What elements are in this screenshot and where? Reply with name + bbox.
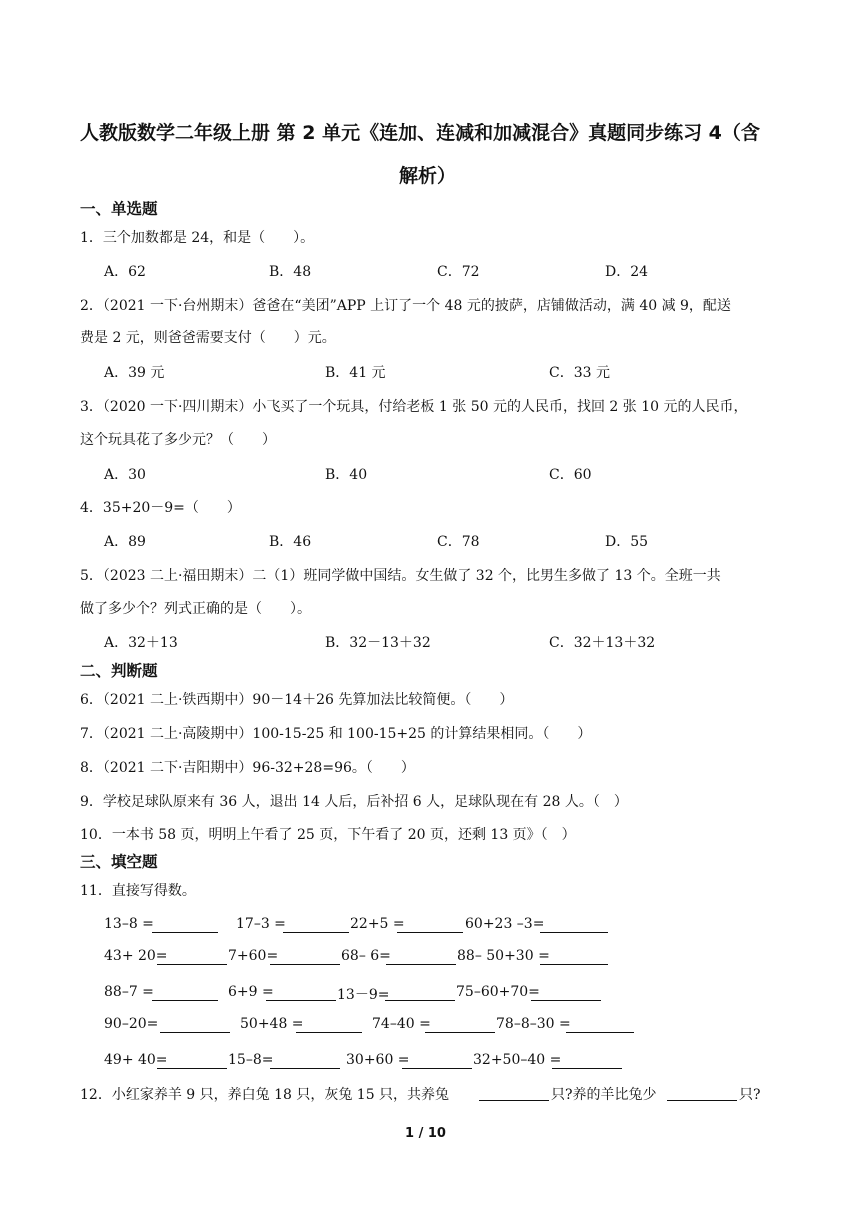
q11-expr: 7+60=	[228, 948, 279, 964]
q4-option-a: A．89	[104, 534, 146, 550]
question-4: 4．35+20－9=（ ）	[80, 500, 241, 516]
q11-expr: 49+ 40=	[104, 1052, 168, 1068]
q11-expr: 30+60 =	[346, 1052, 410, 1068]
q11-expr: 13–8 =	[104, 916, 154, 932]
answer-blank[interactable]	[157, 1068, 227, 1069]
answer-blank[interactable]	[160, 1032, 230, 1033]
q3-option-c: C．60	[549, 467, 592, 483]
q11-expr: 74–40 =	[372, 1016, 431, 1032]
q11-expr: 78–8–30 =	[496, 1016, 571, 1032]
answer-blank[interactable]	[425, 1032, 495, 1033]
answer-blank[interactable]	[397, 932, 463, 933]
q4-option-d: D．55	[605, 534, 649, 550]
answer-blank[interactable]	[540, 932, 608, 933]
q11-expr: 6+9 =	[228, 984, 274, 1000]
answer-blank[interactable]	[270, 964, 340, 965]
answer-blank[interactable]	[157, 964, 227, 965]
q3-option-b: B．40	[325, 467, 368, 483]
q11-expr: 90–20=	[104, 1016, 159, 1032]
question-2-line1: 2．（2021 一下·台州期末）爸爸在“美团”APP 上订了一个 48 元的披萨，店铺做活动，满 40 减 9，配送	[80, 298, 731, 314]
question-3-line1: 3．（2020 一下·四川期末）小飞买了一个玩具，付给老板 1 张 50 元的人民币，找回 2 张 10 元的人民币，	[80, 399, 748, 415]
q11-expr: 17–3 =	[236, 916, 286, 932]
q3-option-a: A．30	[104, 467, 146, 483]
question-10: 10．一本书 58 页，明明上午看了 25 页，下午看了 20 页，还剩 13 页》（ ）	[80, 827, 576, 843]
doc-title-line2: 解析）	[399, 165, 457, 187]
answer-blank[interactable]	[479, 1100, 549, 1101]
q1-option-c: C．72	[437, 264, 480, 280]
q5-option-b: B．32－13＋32	[325, 635, 431, 651]
section-heading-single-choice: 一、单选题	[80, 200, 158, 218]
q11-expr: 15–8=	[228, 1052, 274, 1068]
q1-option-d: D．24	[605, 264, 649, 280]
question-12-part-b: 只?养的羊比兔少	[551, 1087, 657, 1103]
q11-expr: 50+48 =	[240, 1016, 304, 1032]
answer-blank[interactable]	[270, 1068, 340, 1069]
q11-expr: 22+5 =	[350, 916, 405, 932]
answer-blank[interactable]	[283, 932, 349, 933]
question-5-line1: 5．（2023 二上·福田期末）二（1）班同学做中国结。女生做了 32 个，比男生多做了 13 个。全班一共	[80, 568, 721, 584]
question-8: 8．（2021 二下·吉阳期中）96-32+28=96。（ ）	[80, 760, 415, 776]
q2-option-a: A．39 元	[104, 365, 165, 381]
question-12-part-a: 12．小红家养羊 9 只，养白兔 18 只，灰兔 15 只，共养兔	[80, 1087, 450, 1103]
q11-expr: 68– 6=	[341, 948, 391, 964]
q11-expr: 43+ 20=	[104, 948, 168, 964]
q4-option-c: C．78	[437, 534, 480, 550]
question-5-line2: 做了多少个？列式正确的是（ ）。	[80, 601, 311, 617]
answer-blank[interactable]	[296, 1032, 362, 1033]
question-2-line2: 费是 2 元，则爸爸需要支付（ ）元。	[80, 330, 336, 346]
q2-option-c: C．33 元	[549, 365, 610, 381]
question-7: 7．（2021 二上·高陵期中）100-15-25 和 100-15+25 的计算结果相同。（ ）	[80, 726, 592, 742]
answer-blank[interactable]	[402, 1068, 472, 1069]
answer-blank[interactable]	[152, 932, 218, 933]
q11-expr: 88– 50+30 =	[457, 948, 550, 964]
answer-blank[interactable]	[540, 964, 608, 965]
section-heading-true-false: 二、判断题	[80, 662, 158, 680]
answer-blank[interactable]	[552, 1068, 622, 1069]
question-12-part-c: 只?	[739, 1087, 761, 1103]
question-9: 9．学校足球队原来有 36 人，退出 14 人后，后补招 6 人，足球队现在有 28 人。（ ）	[80, 794, 628, 810]
q11-expr: 60+23 –3=	[465, 916, 545, 932]
q5-option-a: A．32＋13	[104, 635, 178, 651]
q1-option-a: A．62	[104, 264, 146, 280]
q11-expr: 13－9=	[337, 987, 390, 1003]
doc-title-line1: 人教版数学二年级上册 第 2 单元《连加、连减和加减混合》真题同步练习 4（含	[80, 122, 760, 144]
answer-blank[interactable]	[386, 964, 456, 965]
section-heading-fill-in: 三、填空题	[80, 853, 158, 871]
answer-blank[interactable]	[152, 1000, 218, 1001]
question-11: 11．直接写得数。	[80, 883, 196, 899]
q1-option-b: B．48	[269, 264, 312, 280]
q11-expr: 32+50–40 =	[473, 1052, 562, 1068]
question-1: 1．三个加数都是 24，和是（ ）。	[80, 230, 315, 246]
q11-expr: 88–7 =	[104, 984, 154, 1000]
answer-blank[interactable]	[566, 1032, 634, 1033]
question-3-line2: 这个玩具花了多少元？（ ）	[80, 432, 276, 448]
answer-blank[interactable]	[266, 1000, 336, 1001]
answer-blank[interactable]	[531, 1000, 601, 1001]
answer-blank[interactable]	[385, 1000, 455, 1001]
q11-expr: 75–60+70=	[456, 984, 540, 1000]
answer-blank[interactable]	[667, 1100, 737, 1101]
q5-option-c: C．32＋13＋32	[549, 635, 656, 651]
question-6: 6．（2021 二上·铁西期中）90－14＋26 先算加法比较简便。（ ）	[80, 692, 514, 708]
q2-option-b: B．41 元	[325, 365, 386, 381]
q4-option-b: B．46	[269, 534, 312, 550]
page-number: 1 / 10	[405, 1126, 446, 1141]
